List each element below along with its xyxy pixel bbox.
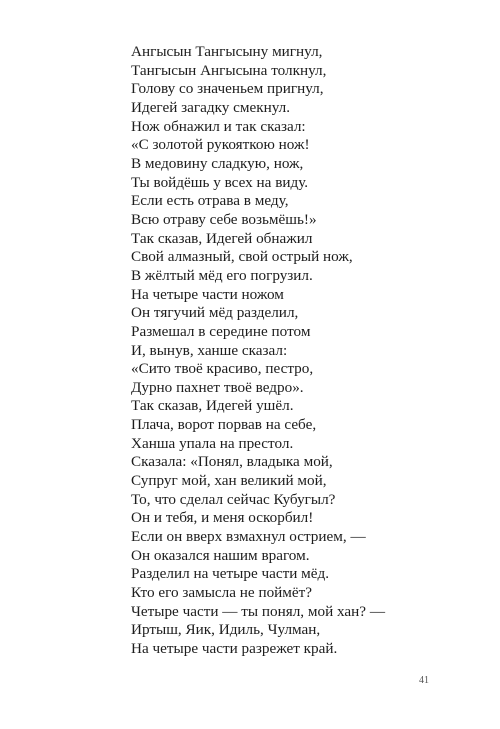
poem-line: Тангысын Ангысына толкнул,: [131, 61, 327, 79]
poem-line: Кто его замысла не поймёт?: [131, 584, 313, 602]
poem-line: В медовину сладкую, нож,: [131, 154, 304, 172]
poem-line: Он тягучий мёд разделил,: [131, 304, 299, 322]
page-number: 41: [419, 675, 429, 686]
poem-line: Он оказался нашим врагом.: [131, 546, 310, 564]
poem-line: На четыре части ножом: [131, 285, 284, 303]
poem-line: Нож обнажил и так сказал:: [131, 117, 306, 135]
poem-line: Так сказав, Идегей ушёл.: [131, 397, 294, 415]
poem-line: Ханша упала на престол.: [131, 434, 294, 452]
poem-line: Свой алмазный, свой острый нож,: [131, 248, 353, 266]
poem-line: Дурно пахнет твоё ведро».: [131, 378, 304, 396]
poem-line: То, что сделал сейчас Кубугыл?: [131, 490, 336, 508]
poem-line: Четыре части — ты понял, мой хан? —: [131, 602, 386, 620]
poem-line: Иртыш, Яик, Идиль, Чулман,: [131, 621, 321, 639]
poem-line: Всю отраву себе возьмёшь!»: [131, 210, 317, 228]
poem-line: Разделил на четыре части мёд.: [131, 565, 330, 583]
poem-line: Плача, ворот порвав на себе,: [131, 416, 317, 434]
poem-line: Идегей загадку смекнул.: [131, 98, 291, 116]
poem-line: На четыре части разрежет край.: [131, 640, 338, 657]
poem-line: «С золотой рукояткою нож!: [131, 136, 310, 154]
poem-line: Ангысын Тангысыну мигнул,: [131, 43, 323, 60]
poem-line: Сказала: «Понял, владыка мой,: [131, 453, 333, 471]
poem-line: Голову со значеньем пригнул,: [131, 80, 324, 98]
poem-line: Если он вверх взмахнул острием, —: [131, 528, 366, 546]
poem-line: Если есть отрава в меду,: [131, 192, 289, 210]
poem-line: В жёлтый мёд его погрузил.: [131, 266, 313, 284]
poem-line: Так сказав, Идегей обнажил: [131, 229, 313, 247]
poem-line: И, вынув, ханше сказал:: [131, 341, 288, 359]
poem-line: Размешал в середине потом: [131, 322, 311, 340]
poem-line: «Сито твоё красиво, пестро,: [131, 360, 314, 378]
poem-line: Он и тебя, и меня оскорбил!: [131, 509, 314, 527]
poem-text: [131, 43, 471, 659]
poem-line: Супруг мой, хан великий мой,: [131, 472, 327, 490]
poem-line: Ты войдёшь у всех на виду.: [131, 173, 309, 191]
